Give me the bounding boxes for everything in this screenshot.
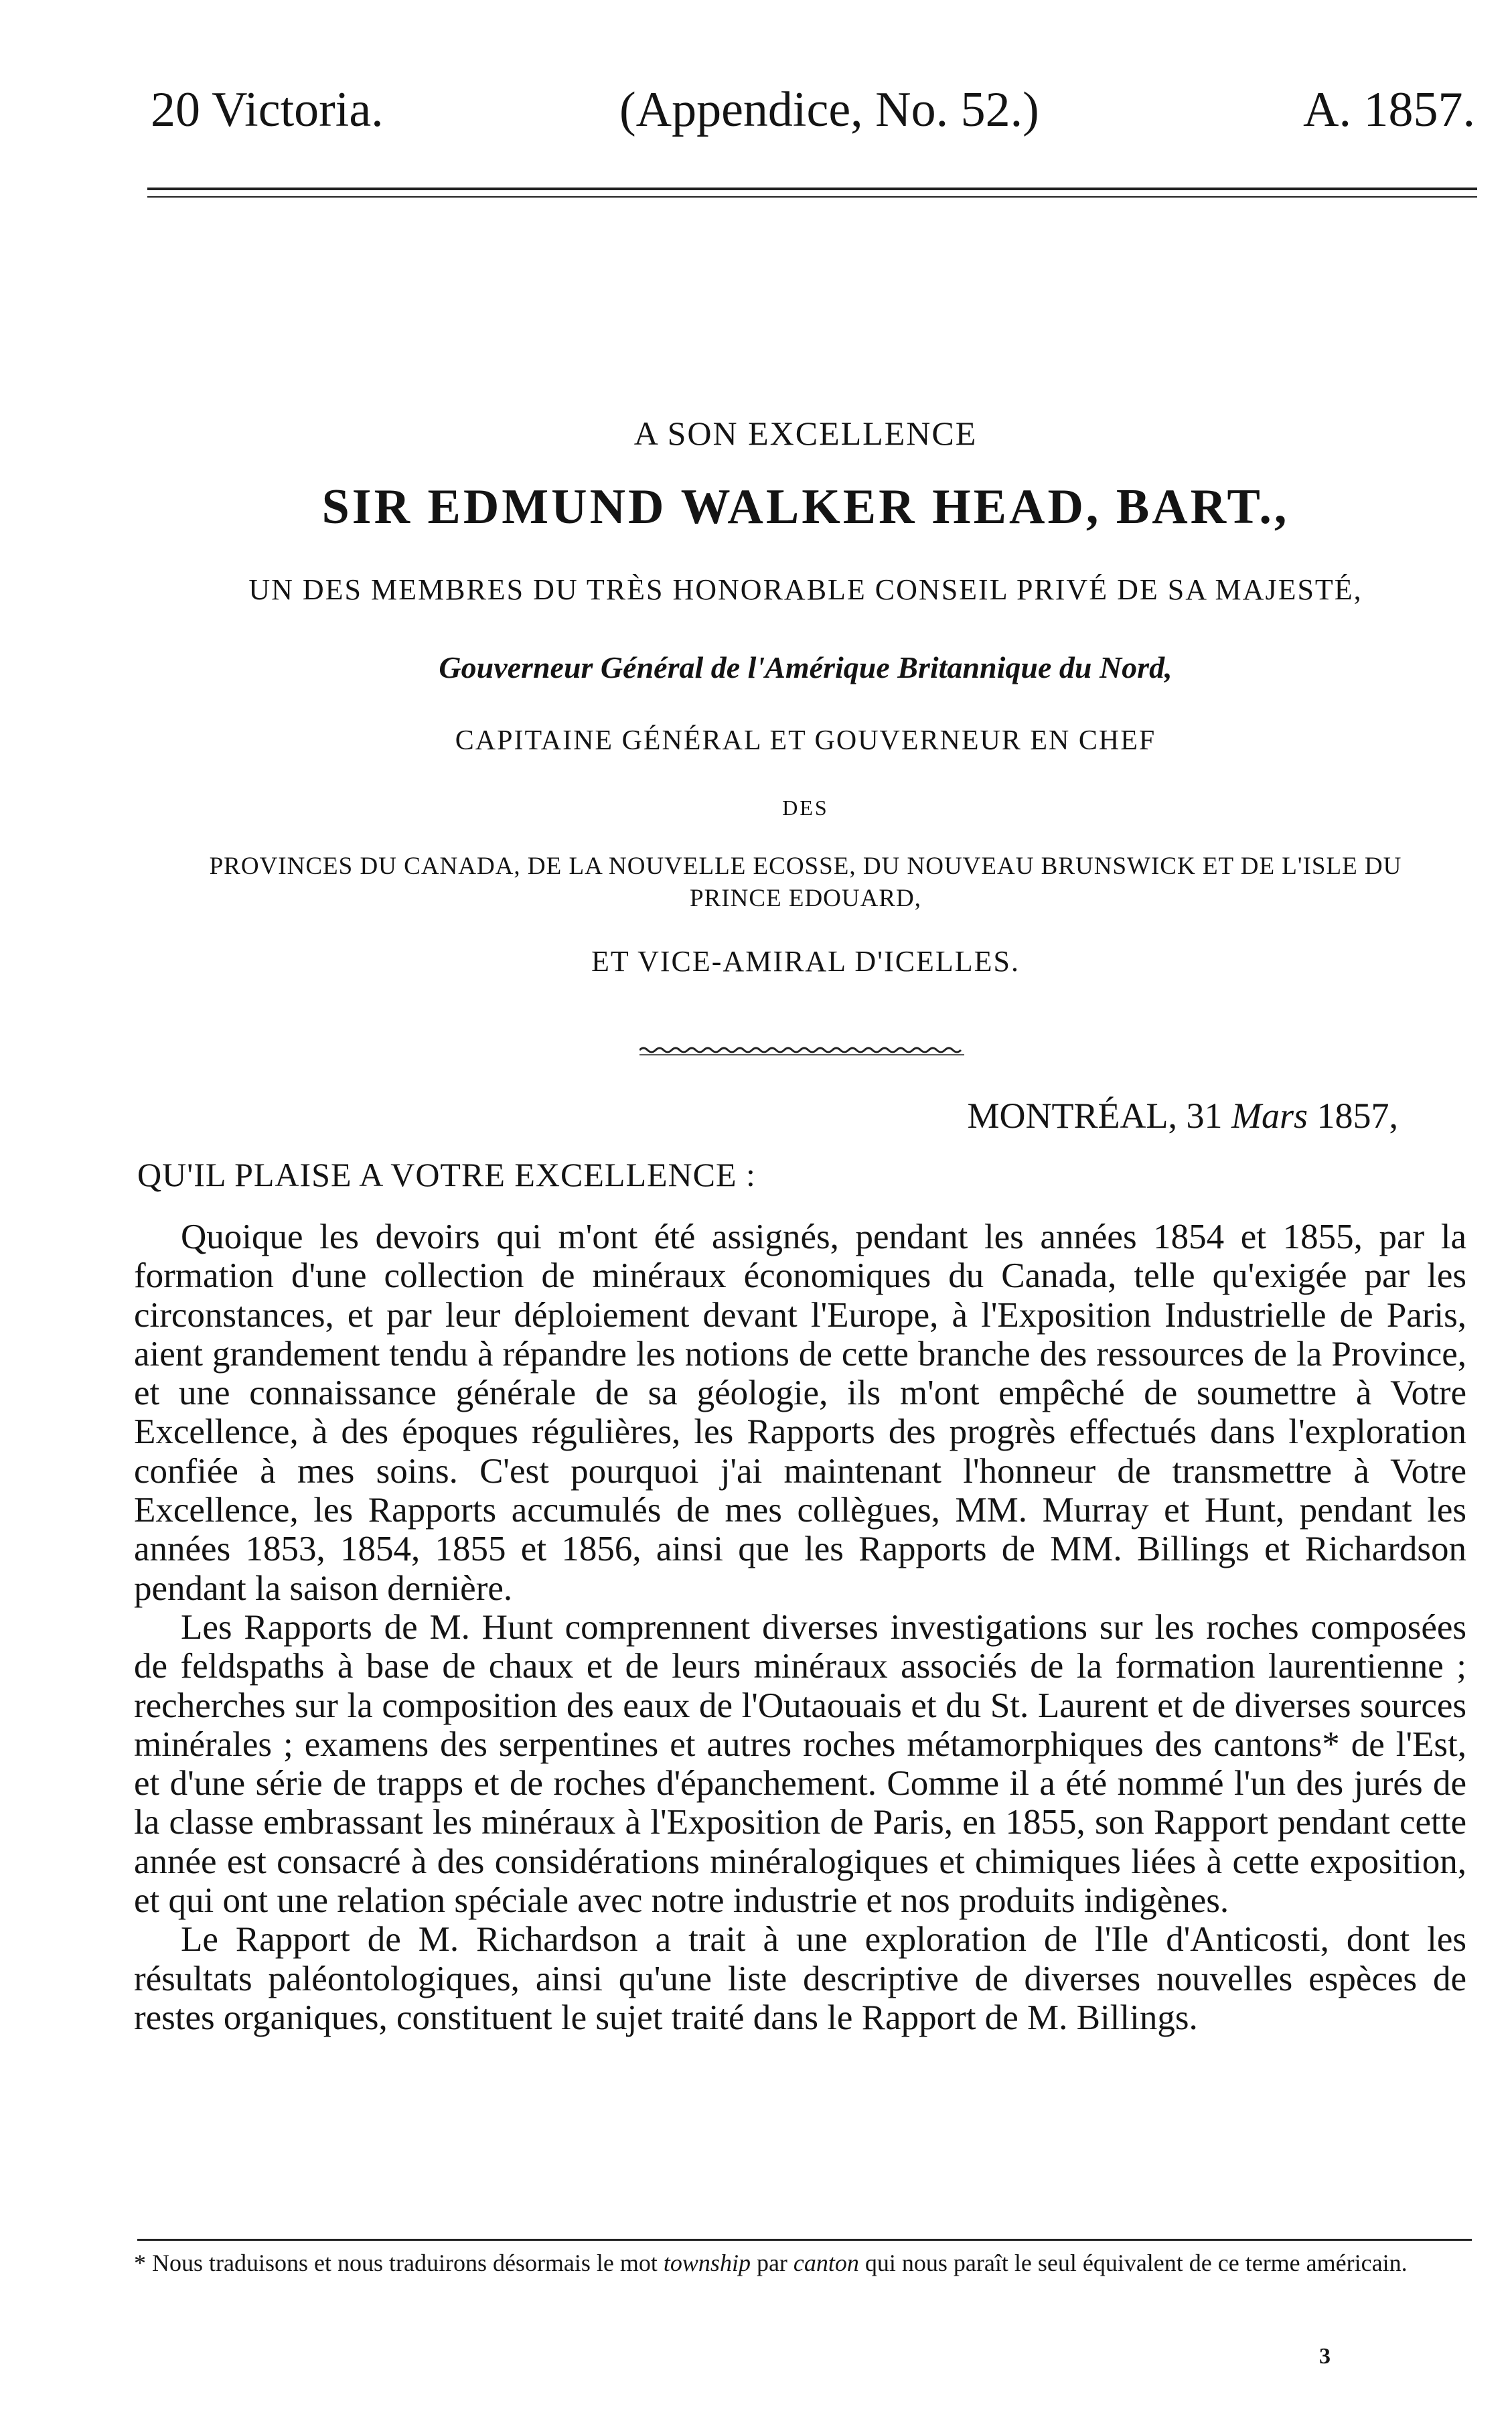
footnote-term-township: township [663,2250,751,2276]
paragraph: Quoique les devoirs qui m'ont été assignés, pendant les années 1854 et 1855, par la formation d'une collection de minéraux économiques du Canada, telle qu'exigée par les circonstances, et par leur déploiement devant l'Europe, à l'Exposition Industrielle de Paris, aient grandement tendu à répandre les notions de cette branche des ressources de la Province, et une connaissance générale de sa géologie, ils m'ont empêché de soumettre à Votre Excellence, à des époques régulières, les Rapports des progrès effectués dans l'exploration confiée à mes soins. C'est pourquoi j'ai maintenant l'honneur de transmettre à Votre Excellence, les Rapports accumulés de mes collègues, MM. Murray et Hunt, pendant les années 1853, 1854, 1855 et 1856, ainsi que les Rapports de MM. Billings et Richardson pendant la saison dernière. [134,1218,1466,1608]
footnote-rule [137,2239,1472,2241]
dedication-provinces-cont: PRINCE EDOUARD, [690,885,921,912]
header-appendix: (Appendice, No. 52.) [619,82,1039,137]
dedication-title-governor: Gouverneur Général de l'Amérique Britannique du Nord, [439,650,1173,684]
dedication-name: SIR EDMUND WALKER HEAD, BART., [321,480,1290,534]
letter-body [134,1218,1466,2037]
footnote-term-canton: canton [793,2250,859,2276]
ornamental-divider [639,1045,964,1058]
dedication-vice-admiral: ET VICE-AMIRAL D'ICELLES. [591,945,1020,978]
footnote-mark: * [134,2250,152,2276]
header-session: 20 Victoria. [151,82,384,137]
dateline-month: Mars [1231,1096,1308,1136]
page-number: 3 [1319,2344,1331,2369]
footnote-text-middle: par [750,2250,793,2276]
dedication-provinces: PROVINCES DU CANADA, DE LA NOUVELLE ECOSSE, DU NOUVEAU BRUNSWICK ET DE L'ISLE DU [209,853,1402,880]
dedication-title-captain: CAPITAINE GÉNÉRAL ET GOUVERNEUR EN CHEF [455,725,1156,756]
footnote-text-end: qui nous paraît le seul équivalent de ce terme américain. [858,2250,1408,2276]
footnote-text-start: Nous traduisons et nous traduirons désormais le mot [152,2250,664,2276]
footnote [134,2249,1466,2277]
running-header [151,82,1475,142]
header-rule-thin [147,196,1477,198]
dateline-place: MONTRÉAL, 31 [967,1096,1223,1136]
dateline [968,1095,1399,1136]
header-rule-thick [147,188,1477,190]
header-year: A. 1857. [1303,82,1475,137]
dedication-des: DES [782,796,829,820]
dateline-year: 1857, [1316,1096,1398,1136]
paragraph: Les Rapports de M. Hunt comprennent diverses investigations sur les roches composées de feldspaths à base de chaux et de leurs minéraux associés de la formation laurentienne ; recherches sur la composition des eaux de l'Outaouais et du St. Laurent et de diverses sources minérales ; examens des serpentines et autres roches métamorphiques des cantons* de l'Est, et d'une série de trapps et de roches d'épanchement. Comme il a été nommé l'un des jurés de la classe embrassant les minéraux à l'Exposition de Paris, en 1855, son Rapport pendant cette année est consacré à des considérations minéralogiques et chimiques liées à cette exposition, et qui ont une relation spéciale avec notre industrie et nos produits indigènes. [134,1607,1466,1921]
dedication-title-privy: UN DES MEMBRES DU TRÈS HONORABLE CONSEIL PRIVÉ DE SA MAJESTÉ, [248,573,1363,606]
salutation: QU'IL PLAISE A VOTRE EXCELLENCE : [137,1156,756,1193]
paragraph: Le Rapport de M. Richardson a trait à une exploration de l'Ile d'Anticosti, dont les résultats paléontologiques, ainsi qu'une liste descriptive de diverses nouvelles espèces de restes organiques, constituent le sujet traité dans le Rapport de M. Billings. [134,1920,1466,2037]
dedication-addressee: A SON EXCELLENCE [633,415,978,452]
